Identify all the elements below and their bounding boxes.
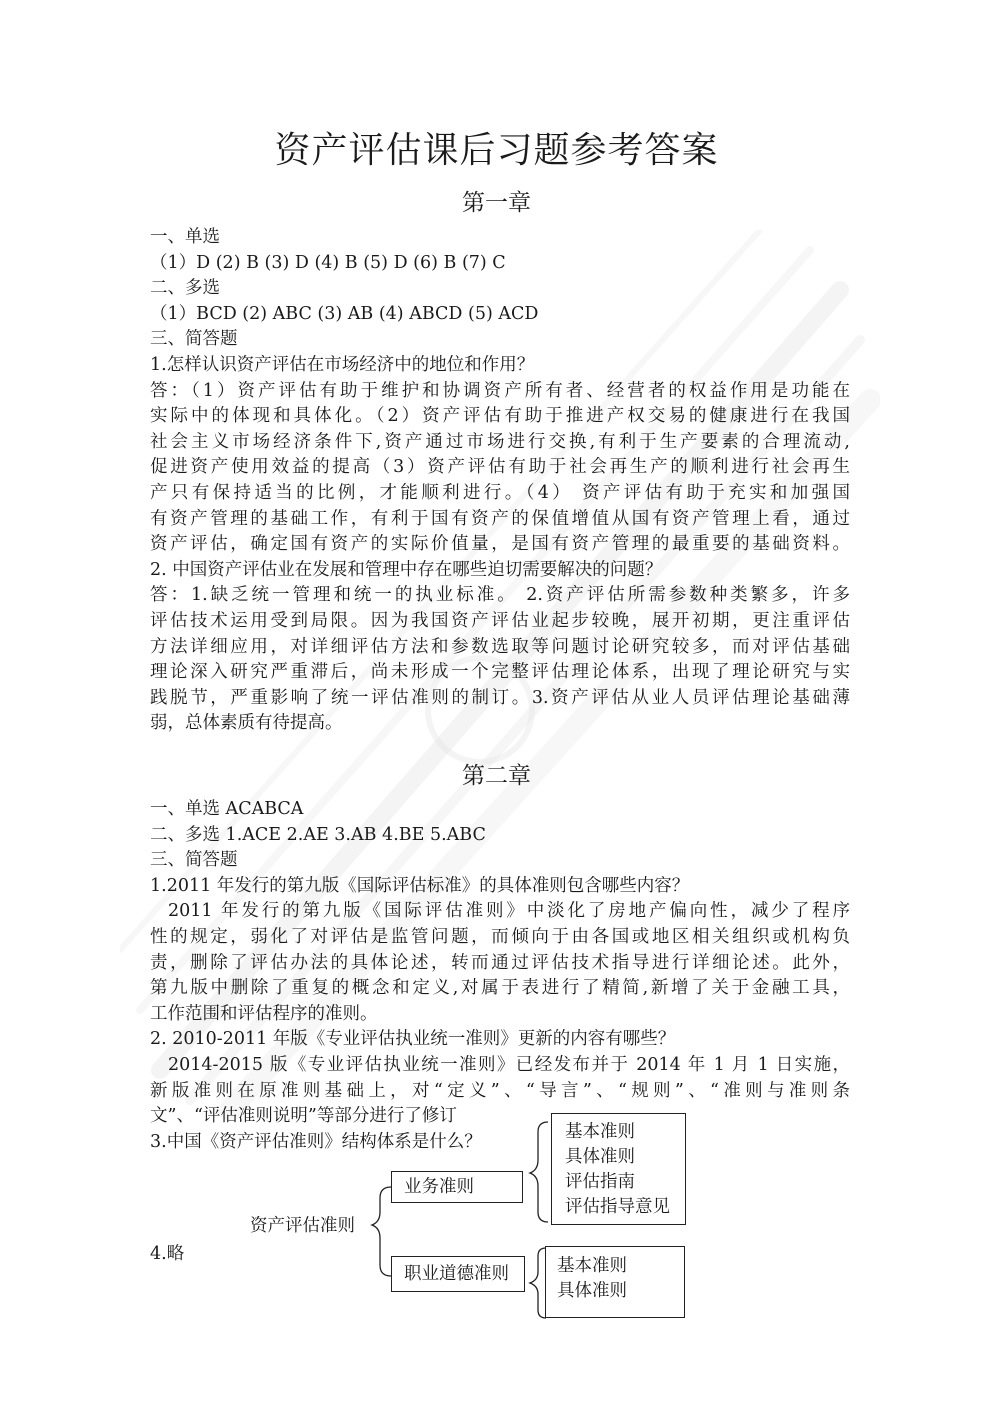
question-1: 1.怎样认识资产评估在市场经济中的地位和作用？ [150, 354, 535, 375]
answers-multi-choice: （1）BCD (2) ABC (3) AB (4) ABCD (5) ACD [150, 303, 539, 324]
answers-single-choice: （1）D (2) B (3) D (4) B (5) D (6) B (7) C [150, 252, 506, 273]
business-child-specific: 具体准则 [565, 1147, 635, 1167]
section-single-choice: 一、单选 [150, 227, 220, 247]
ch2-answer-1-line: 工作范围和评估程序的准则。 [150, 1003, 378, 1024]
answer-1-line: 有资产管理的基础工作，有利于国有资产的保值增值从国有资产管理上看，通过 [150, 508, 850, 529]
ethics-standards-label: 职业道德准则 [404, 1264, 509, 1284]
ch2-question-2: 2. 2010-2011 年版《专业评估执业统一准则》更新的内容有哪些？ [150, 1029, 676, 1050]
ethics-standards-children-box [545, 1246, 685, 1318]
ethics-standards-box [391, 1256, 525, 1292]
ch2-answer-1-line: 性的规定，弱化了对评估是监管问题，而倾向于由各国或地区相关组织或机构负 [150, 926, 850, 947]
ch2-single-choice: 一、单选 ACABCA [150, 799, 304, 819]
section-multi-choice: 二、多选 [150, 278, 220, 299]
ch2-question-4: 4.略 [150, 1244, 185, 1264]
question-2: 2. 中国资产评估业在发展和管理中存在哪些迫切需要解决的问题？ [150, 559, 663, 580]
answer-1-line: 产只有保持适当的比例，才能顺利进行。（4） 资产评估有助于充实和加强国 [150, 482, 850, 503]
ch2-answer-1-line: 2011 年发行的第九版《国际评估准则》中淡化了房地产偏向性，减少了程序 [168, 901, 850, 922]
ch2-section-short-answer: 三、简答题 [150, 850, 238, 871]
answer-2-line: 理论深入研究严重滞后，尚未形成一个完整评估理论体系，出现了理论研究与实 [150, 662, 850, 683]
business-child-guidance-opinion: 评估指导意见 [565, 1197, 670, 1217]
business-standards-children-box [551, 1113, 686, 1225]
answer-1-line: 答：（1）资产评估有助于维护和协调资产所有者、经营者的权益作用是功能在 [150, 380, 850, 401]
chapter-1-heading: 第一章 [462, 190, 531, 216]
answer-2-line: 践脱节，严重影响了统一评估准则的制订。3.资产评估从业人员评估理论基础薄 [150, 687, 850, 708]
ch2-question-1: 1.2011 年发行的第九版《国际评估标准》的具体准则包含哪些内容？ [150, 875, 690, 896]
answer-2-line: 答：1.缺乏统一管理和统一的执业标准。 2.资产评估所需参数种类繁多，许多 [150, 585, 850, 606]
page-title: 资产评估课后习题参考答案 [274, 130, 719, 171]
ethics-child-specific: 具体准则 [557, 1281, 627, 1301]
answer-1-line: 促进资产使用效益的提高（3）资产评估有助于社会再生产的顺利进行社会再生 [150, 457, 850, 478]
ch2-answer-2-line: 2014-2015 版《专业评估执业统一准则》已经发布并于 2014 年 1 月 1 日实施， [168, 1054, 850, 1075]
ch2-answer-2-line: 文”、“评估准则说明”等部分进行了修订 [150, 1106, 457, 1127]
chapter-2-heading: 第二章 [462, 763, 531, 789]
answer-1-line: 社会主义市场经济条件下,资产通过市场进行交换,有利于生产要素的合理流动, [150, 431, 850, 452]
ch2-question-3: 3.中国《资产评估准则》结构体系是什么？ [150, 1131, 482, 1152]
diagram-root-label: 资产评估准则 [250, 1216, 355, 1236]
answer-1-line: 实际中的体现和具体化。（2）资产评估有助于推进产权交易的健康进行在我国 [150, 406, 850, 427]
business-standards-label: 业务准则 [404, 1177, 474, 1197]
answer-2-line: 评估技术运用受到局限。因为我国资产评估业起步较晚，展开初期，更注重评估 [150, 610, 850, 631]
business-standards-box [391, 1171, 523, 1203]
ethics-child-basic: 基本准则 [557, 1256, 627, 1276]
section-short-answer: 三、简答题 [150, 329, 238, 350]
ch2-answer-2-line: 新版准则在原准则基础上，对“定义”、“导言”、“规则”、“准则与准则条 [150, 1080, 850, 1101]
business-child-basic: 基本准则 [565, 1122, 635, 1142]
answer-2-line: 方法详细应用，对详细评估方法和参数选取等问题讨论研究较多，而对评估基础 [150, 636, 850, 657]
ch2-answer-1-line: 责，删除了评估办法的具体论述，转而通过评估技术指导进行详细论述。此外， [150, 952, 850, 973]
ch2-answer-1-line: 第九版中删除了重复的概念和定义,对属于表进行了精简,新增了关于金融工具， [150, 978, 850, 999]
answer-2-line: 弱，总体素质有待提高。 [150, 713, 343, 734]
ch2-multi-choice: 二、多选 1.ACE 2.AE 3.AB 4.BE 5.ABC [150, 824, 486, 845]
business-child-guide: 评估指南 [565, 1172, 635, 1192]
chapter-2-body [150, 797, 850, 1155]
answer-1-line: 资产评估，确定国有资产的实际价值量，是国有资产管理的最重要的基础资料。 [150, 534, 850, 555]
chapter-1-body [150, 225, 850, 737]
